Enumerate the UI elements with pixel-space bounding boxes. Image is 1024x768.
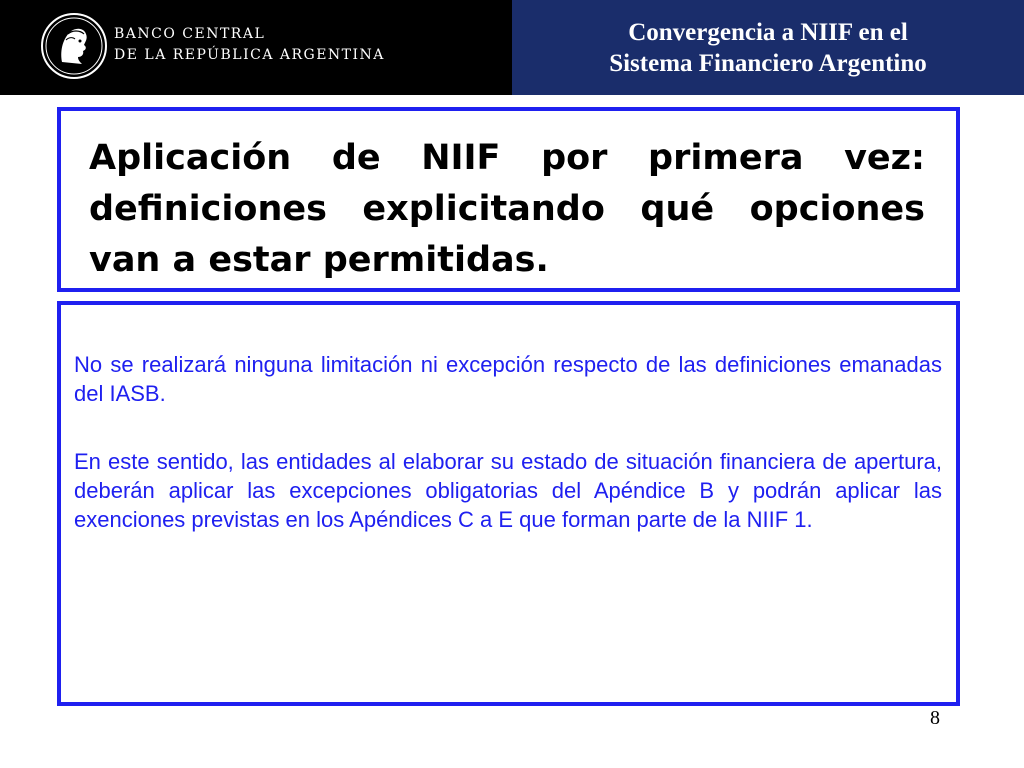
bank-branding <box>0 0 512 95</box>
page-number: 8 <box>930 707 940 729</box>
body-paragraph-1: No se realizará ninguna limitación ni excepción respecto de las definiciones emanadas del IASB. <box>74 352 942 406</box>
slide-title: Aplicación de NIIF por primera vez: definiciones explicitando qué opciones van a estar permitidas. <box>89 138 925 280</box>
bank-name-line2: DE LA REPÚBLICA ARGENTINA <box>114 47 385 63</box>
body-paragraph-2: En este sentido, las entidades al elaborar su estado de situación financiera de apertura, deberán aplicar las excepciones obligatorias del Apéndice B y podrán aplicar las exenciones previstas en los Apéndices C a E que forman parte de la NIIF 1. <box>74 449 942 532</box>
slide-title-box <box>57 107 960 292</box>
slide-body-box <box>57 301 960 706</box>
header-bar <box>0 0 1024 95</box>
bank-name-line1: BANCO CENTRAL <box>114 26 266 42</box>
bank-name <box>114 24 385 66</box>
bank-emblem-icon <box>40 12 108 80</box>
presentation-title-line1: Convergencia a NIIF en el <box>628 18 908 46</box>
presentation-title-line2: Sistema Financiero Argentino <box>609 49 927 77</box>
presentation-title-panel <box>512 0 1024 95</box>
